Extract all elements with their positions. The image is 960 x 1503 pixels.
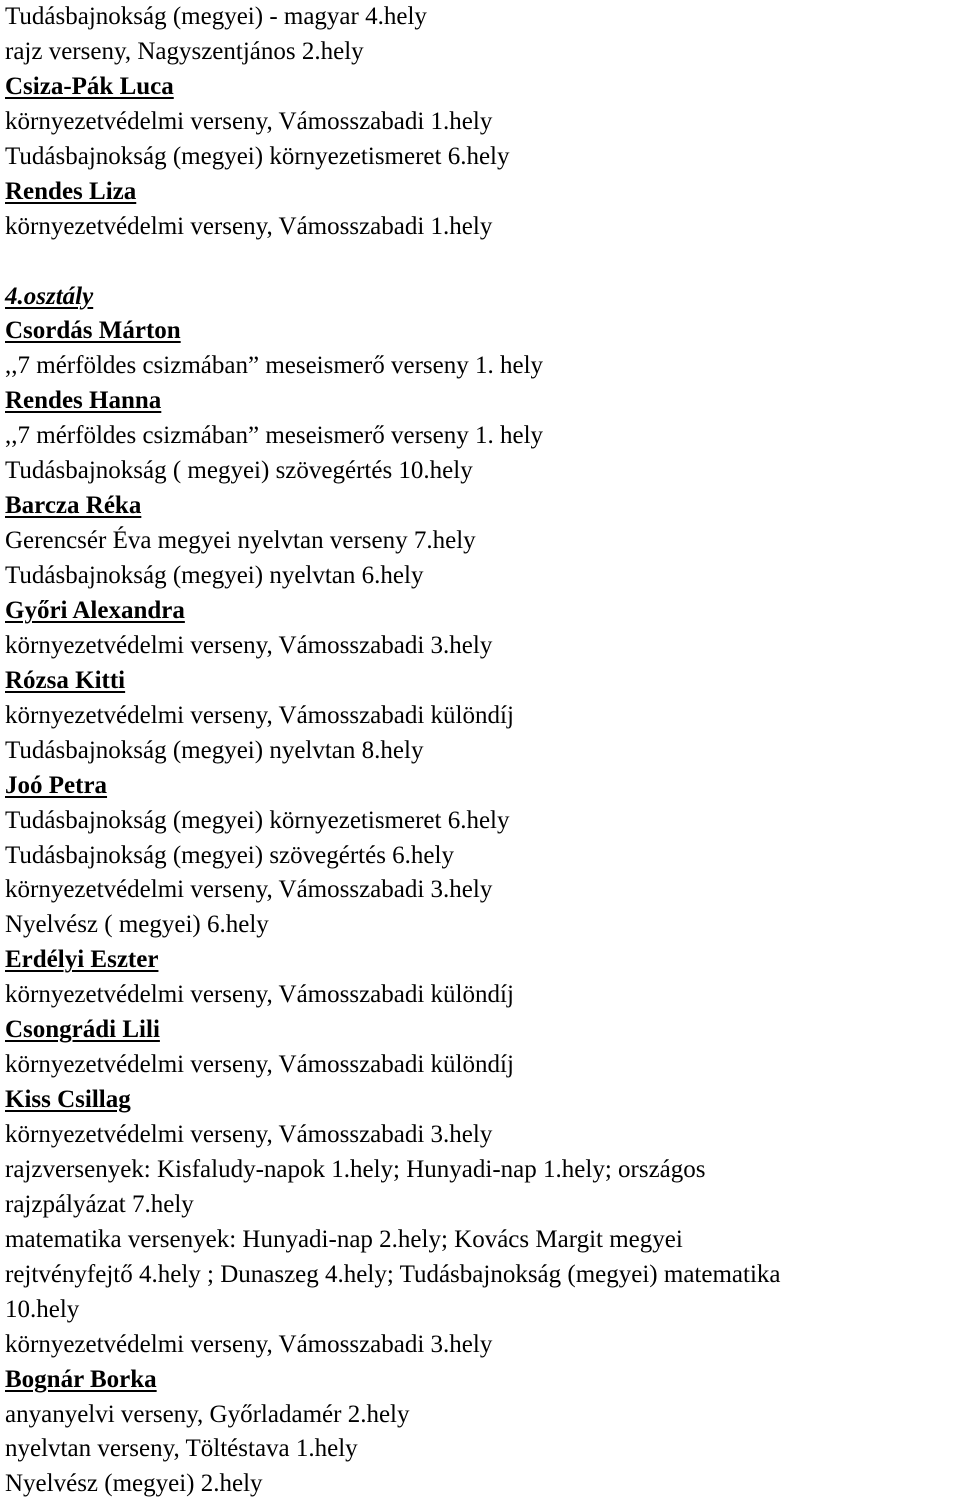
- result-text: környezetvédelmi verseny, Vámosszabadi különdíj: [5, 1051, 514, 1079]
- result-text: környezetvédelmi verseny, Vámosszabadi 3.hely: [5, 1330, 493, 1358]
- result-text: környezetvédelmi verseny, Vámosszabadi 1.hely: [5, 107, 493, 135]
- result-line: [5, 0, 960, 35]
- student-name-line: [5, 1013, 960, 1048]
- student-name: Rózsa Kitti: [5, 666, 126, 694]
- student-name-line: [5, 1083, 960, 1118]
- result-line: [5, 1293, 960, 1328]
- result-text: Gerencsér Éva megyei nyelvtan verseny 7.hely: [5, 527, 476, 555]
- student-name: Csiza-Pák Luca: [5, 72, 174, 100]
- result-line: [5, 1467, 960, 1502]
- result-text: 10.hely: [5, 1295, 80, 1323]
- result-line: [5, 1223, 960, 1258]
- student-name: Erdélyi Eszter: [5, 946, 159, 974]
- result-line: [5, 1118, 960, 1153]
- result-line: [5, 1048, 960, 1083]
- result-text: rajzpályázat 7.hely: [5, 1190, 194, 1218]
- result-line: [5, 454, 960, 489]
- student-name: Csordás Márton: [5, 317, 181, 345]
- student-name-line: [5, 943, 960, 978]
- student-name: Joó Petra: [5, 771, 108, 799]
- result-text: Nyelvész ( megyei) 6.hely: [5, 911, 269, 939]
- result-line: [5, 35, 960, 70]
- student-name-line: [5, 384, 960, 419]
- student-name: Bognár Borka: [5, 1365, 157, 1393]
- result-text: környezetvédelmi verseny, Vámosszabadi 3.hely: [5, 876, 493, 904]
- result-line: [5, 1188, 960, 1223]
- result-text: környezetvédelmi verseny, Vámosszabadi különdíj: [5, 701, 514, 729]
- result-line: [5, 699, 960, 734]
- result-line: [5, 210, 960, 245]
- result-line: [5, 873, 960, 908]
- result-line: [5, 1398, 960, 1433]
- class-heading-line: [5, 280, 960, 315]
- student-name-line: [5, 70, 960, 105]
- result-line: [5, 629, 960, 664]
- student-name: Barcza Réka: [5, 492, 142, 520]
- result-text: ,,7 mérföldes csizmában” meseismerő verseny 1. hely: [5, 422, 544, 450]
- result-text: ,,7 mérföldes csizmában” meseismerő verseny 1. hely: [5, 352, 544, 380]
- blank-line: [5, 245, 960, 280]
- result-text: anyanyelvi verseny, Győrladamér 2.hely: [5, 1400, 410, 1428]
- result-text: nyelvtan verseny, Töltéstava 1.hely: [5, 1435, 358, 1463]
- student-name-line: [5, 314, 960, 349]
- result-text: környezetvédelmi verseny, Vámosszabadi különdíj: [5, 981, 514, 1009]
- student-name-line: [5, 769, 960, 804]
- student-name: Rendes Liza: [5, 177, 137, 205]
- result-line: [5, 349, 960, 384]
- result-text: Tudásbajnokság (megyei) nyelvtan 8.hely: [5, 736, 424, 764]
- result-text: Tudásbajnokság (megyei) nyelvtan 6.hely: [5, 562, 424, 589]
- result-text: Tudásbajnokság (megyei) - magyar 4.hely: [5, 3, 427, 30]
- result-text: rejtvényfejtő 4.hely ; Dunaszeg 4.hely; Tudásbajnokság (megyei) matematika: [5, 1260, 781, 1288]
- student-name: Kiss Csillag: [5, 1086, 131, 1114]
- student-name-line: [5, 175, 960, 210]
- result-line: [5, 1328, 960, 1363]
- student-name: Győri Alexandra: [5, 596, 185, 624]
- result-line: [5, 1153, 960, 1188]
- class-heading: 4.osztály: [5, 282, 94, 310]
- result-line: [5, 1432, 960, 1467]
- result-text: Tudásbajnokság (megyei) környezetismeret 6.hely: [5, 142, 510, 170]
- result-text: Tudásbajnokság (megyei) környezetismeret 6.hely: [5, 806, 510, 834]
- result-text: környezetvédelmi verseny, Vámosszabadi 3.hely: [5, 631, 493, 659]
- result-text: Nyelvész (megyei) 2.hely: [5, 1470, 263, 1498]
- result-line: [5, 524, 960, 559]
- result-text: környezetvédelmi verseny, Vámosszabadi 3.hely: [5, 1121, 493, 1148]
- result-text: rajzversenyek: Kisfaludy-napok 1.hely; Hunyadi-nap 1.hely; országos: [5, 1155, 706, 1183]
- student-name-line: [5, 489, 960, 524]
- document-body: [5, 0, 960, 1502]
- result-text: környezetvédelmi verseny, Vámosszabadi 1.hely: [5, 212, 493, 240]
- result-text: rajz verseny, Nagyszentjános 2.hely: [5, 37, 364, 65]
- result-line: [5, 734, 960, 769]
- result-text: Tudásbajnokság ( megyei) szövegértés 10.hely: [5, 457, 473, 485]
- result-line: [5, 1258, 960, 1293]
- result-line: [5, 105, 960, 140]
- result-line: [5, 978, 960, 1013]
- result-line: [5, 804, 960, 839]
- result-line: [5, 140, 960, 175]
- student-name-line: [5, 1363, 960, 1398]
- result-line: [5, 908, 960, 943]
- result-text: matematika versenyek: Hunyadi-nap 2.hely; Kovács Margit megyei: [5, 1225, 683, 1253]
- result-line: [5, 559, 960, 594]
- result-line: [5, 839, 960, 874]
- result-line: [5, 419, 960, 454]
- student-name: Csongrádi Lili: [5, 1016, 160, 1044]
- result-text: Tudásbajnokság (megyei) szövegértés 6.hely: [5, 841, 454, 869]
- student-name: Rendes Hanna: [5, 387, 162, 415]
- student-name-line: [5, 594, 960, 629]
- student-name-line: [5, 664, 960, 699]
